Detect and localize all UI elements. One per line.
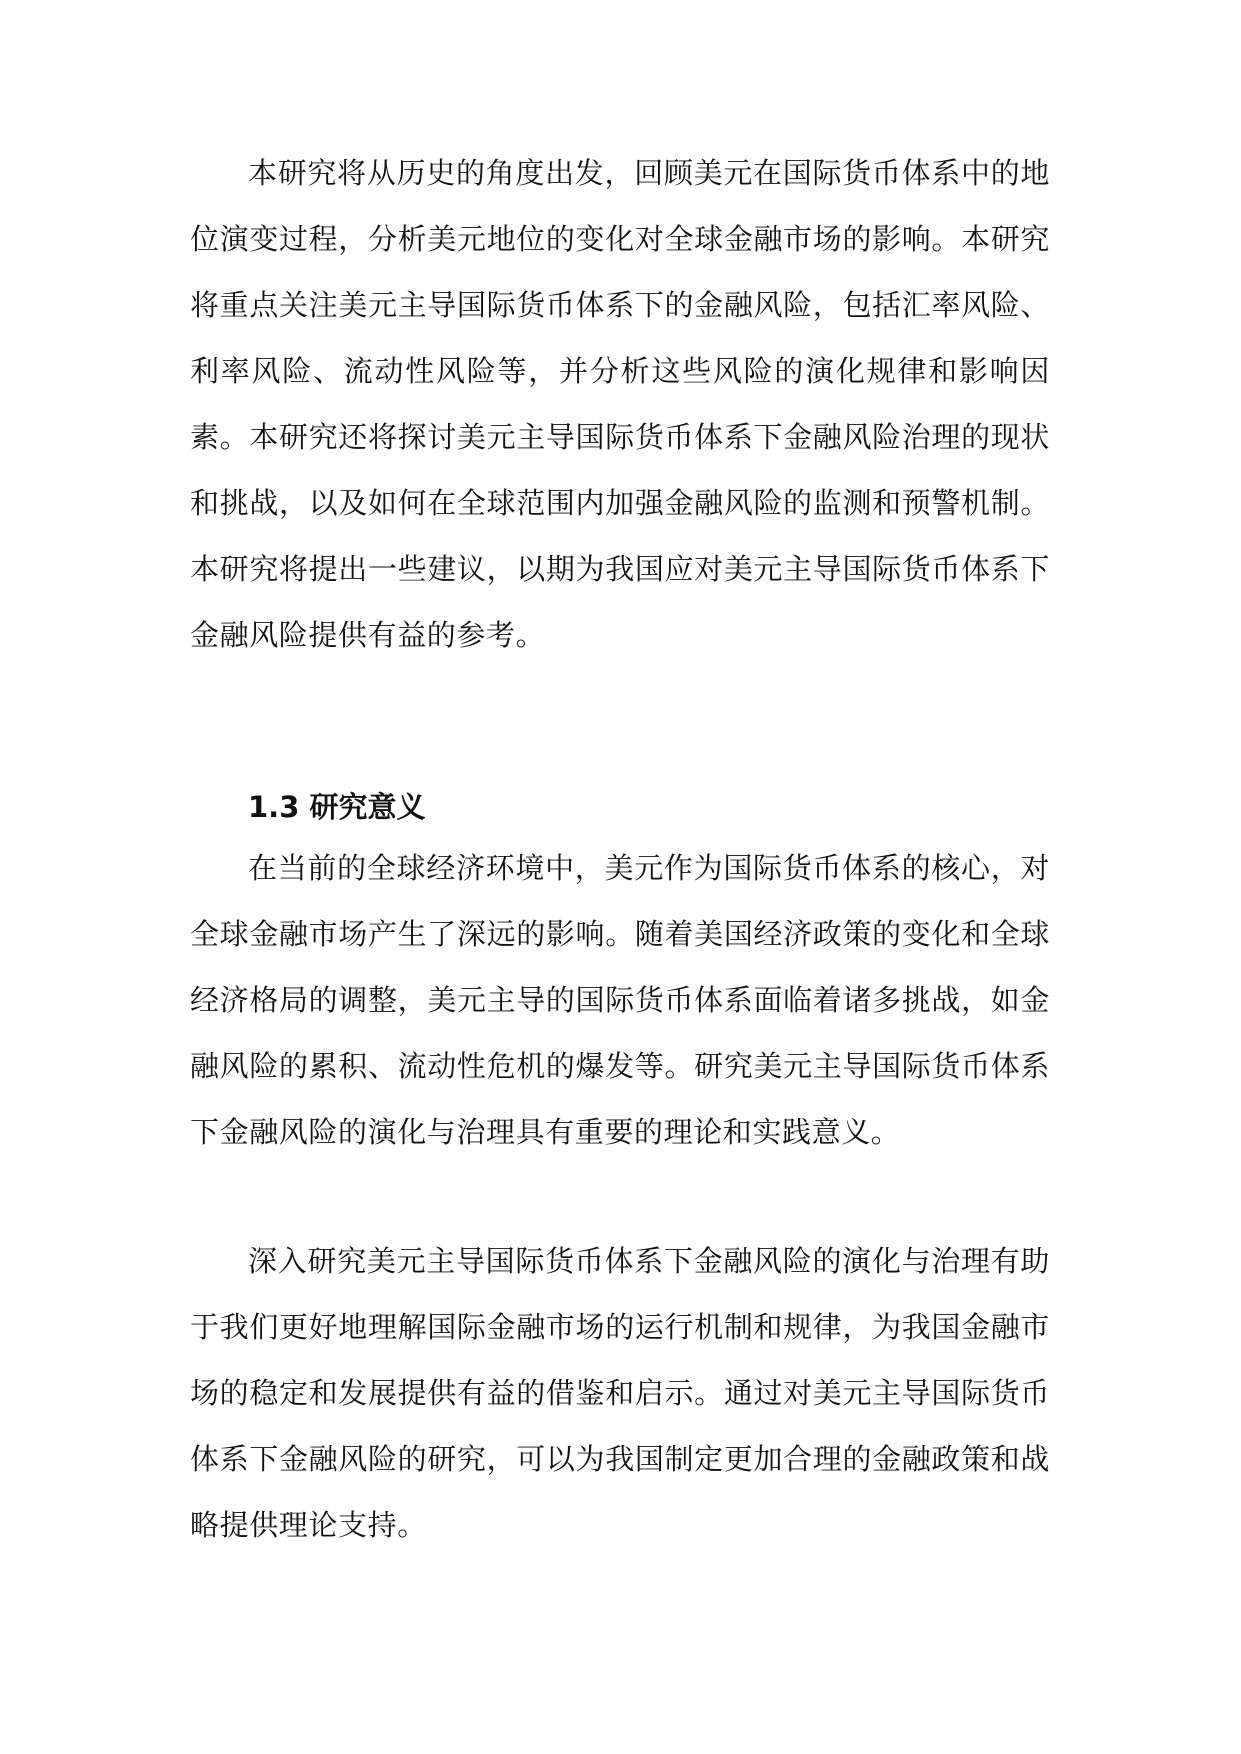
body-paragraph: 在当前的全球经济环境中，美元作为国际货币体系的核心，对全球金融市场产生了深远的影响。随着美国经济政策的变化和全球经济格局的调整，美元主导的国际货币体系面临着诸多挑战，如金融风险的累积、流动性危机的爆发等。研究美元主导国际货币体系下金融风险的演化与治理具有重要的理论和实践意义。: [190, 851, 1050, 1149]
section-heading: 1.3 研究意义: [248, 790, 426, 824]
body-paragraph: 本研究将从历史的角度出发，回顾美元在国际货币体系中的地位演变过程，分析美元地位的变化对全球金融市场的影响。本研究将重点关注美元主导国际货币体系下的金融风险，包括汇率风险、利率风险、流动性风险等，并分析这些风险的演化规律和影响因素。本研究还将探讨美元主导国际货币体系下金融风险治理的现状和挑战，以及如何在全球范围内加强金融风险的监测和预警机制。本研究将提出一些建议，以期为我国应对美元主导国际货币体系下金融风险提供有益的参考。: [190, 156, 1050, 652]
body-paragraph: 深入研究美元主导国际货币体系下金融风险的演化与治理有助于我们更好地理解国际金融市场的运行机制和规律，为我国金融市场的稳定和发展提供有益的借鉴和启示。通过对美元主导国际货币体系下金融风险的研究，可以为我国制定更加合理的金融政策和战略提供理论支持。: [190, 1244, 1050, 1542]
